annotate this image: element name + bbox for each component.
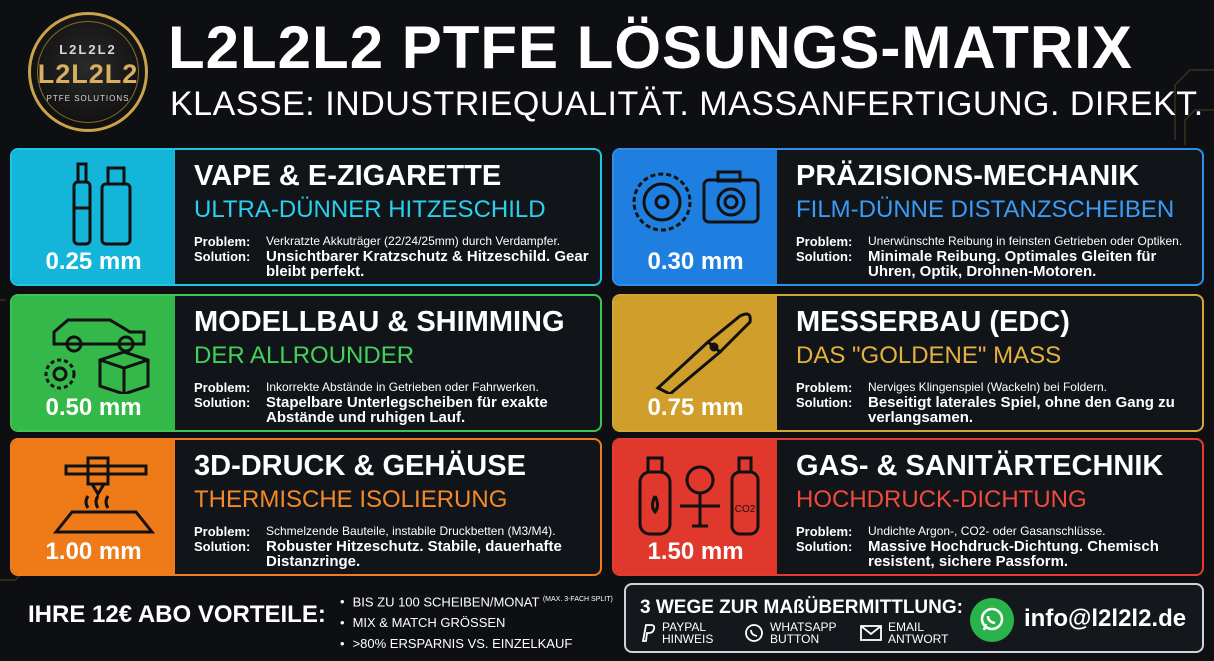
card-subtitle: DER ALLROUNDER bbox=[194, 342, 415, 369]
card-title: GAS- & SANITÄRTECHNIK bbox=[796, 450, 1164, 482]
contact-box bbox=[624, 583, 1204, 653]
page-subtitle: KLASSE: INDUSTRIEQUALITÄT. MASSANFERTIGUNG. DIREKT. bbox=[170, 85, 1204, 123]
solution-text: Massive Hochdruck-Dichtung. Chemisch resistent, sichere Passform. bbox=[868, 538, 1159, 570]
folding-knife-icon bbox=[628, 302, 763, 394]
problem-text: Unerwünschte Reibung in feinsten Getrieben oder Optiken. bbox=[868, 234, 1183, 248]
problem-text: Schmelzende Bauteile, instabile Druckbetten (M3/M4). bbox=[266, 524, 556, 538]
option-label: EMAIL bbox=[888, 620, 925, 634]
thickness-label: 0.30 mm bbox=[647, 248, 744, 275]
option-sublabel: BUTTON bbox=[770, 632, 820, 646]
contact-title: 3 WEGE ZUR MAßÜBERMITTLUNG: bbox=[640, 597, 963, 618]
benefit-text: MIX & MATCH GRÖSSEN bbox=[352, 615, 506, 631]
thickness-label: 1.00 mm bbox=[45, 538, 142, 565]
card-subtitle: HOCHDRUCK-DICHTUNG bbox=[796, 486, 1087, 513]
solution-text: Stapelbare Unterlegscheiben für exakte Abstände und ruhigen Lauf. bbox=[266, 394, 548, 426]
option-whatsapp[interactable] bbox=[744, 621, 836, 645]
card-color-tile bbox=[12, 150, 175, 284]
solution-text: Minimale Reibung. Optimales Gleiten für Uhren, Optik, Drohnen-Motoren. bbox=[868, 248, 1157, 280]
card-color-tile bbox=[614, 440, 777, 574]
option-sublabel: ANTWORT bbox=[888, 632, 949, 646]
logo-main-text: L2L2L2 bbox=[37, 58, 139, 89]
card-title: MESSERBAU (EDC) bbox=[796, 306, 1070, 338]
problem-label: Problem: bbox=[796, 380, 853, 395]
problem-text: Nerviges Klingenspiel (Wackeln) bei Foldern. bbox=[868, 380, 1107, 394]
solution-label: Solution: bbox=[194, 395, 251, 410]
card-model-building bbox=[10, 294, 602, 432]
whatsapp-icon bbox=[744, 623, 764, 643]
option-label: WHATSAPP bbox=[770, 620, 837, 634]
email-address[interactable]: info@l2l2l2.de bbox=[1024, 605, 1187, 632]
thickness-label: 0.25 mm bbox=[45, 248, 142, 275]
card-color-tile bbox=[614, 150, 777, 284]
whatsapp-logo-icon bbox=[978, 606, 1006, 634]
logo-top-text: L2L2L2 bbox=[59, 41, 117, 57]
list-item bbox=[340, 589, 613, 612]
problem-label: Problem: bbox=[796, 234, 853, 249]
card-subtitle: FILM-DÜNNE DISTANZSCHEIBEN bbox=[796, 196, 1175, 223]
solution-text: Unsichtbarer Kratzschutz & Hitzeschild. Gear bleibt perfekt. bbox=[266, 248, 589, 280]
card-title: PRÄZISIONS-MECHANIK bbox=[796, 160, 1140, 192]
card-vape bbox=[10, 148, 602, 286]
problem-label: Problem: bbox=[194, 234, 251, 249]
solution-label: Solution: bbox=[194, 249, 251, 264]
logo-bottom-text: PTFE SOLUTIONS bbox=[46, 93, 130, 103]
card-details bbox=[194, 524, 599, 569]
card-details bbox=[796, 234, 1201, 279]
card-title: 3D-DRUCK & GEHÄUSE bbox=[194, 450, 526, 482]
abo-title: IHRE 12€ ABO VORTEILE: bbox=[28, 601, 326, 628]
problem-text: Inkorrekte Abstände in Getrieben oder Fahrwerken. bbox=[266, 380, 539, 394]
benefit-text: >80% ERSPARNIS VS. EINZELKAUF bbox=[352, 636, 573, 652]
card-title: VAPE & E-ZIGARETTE bbox=[194, 160, 502, 192]
list-item bbox=[340, 612, 613, 633]
thickness-label: 0.75 mm bbox=[647, 394, 744, 421]
solution-label: Solution: bbox=[796, 539, 853, 554]
problem-text: Undichte Argon-, CO2- oder Gasanschlüsse. bbox=[868, 524, 1106, 538]
problem-label: Problem: bbox=[796, 524, 853, 539]
benefit-text: BIS ZU 100 SCHEIBEN/MONAT bbox=[352, 594, 540, 610]
card-color-tile bbox=[12, 296, 175, 430]
solution-text: Robuster Hitzeschutz. Stabile, dauerhafte Distanzringe. bbox=[266, 538, 562, 570]
card-details bbox=[194, 380, 599, 425]
car-gears-icon bbox=[26, 302, 161, 394]
gas-cylinder-icon bbox=[628, 446, 763, 538]
card-details bbox=[796, 524, 1201, 569]
co2-label: CO2 bbox=[734, 504, 756, 515]
problem-label: Problem: bbox=[194, 380, 251, 395]
camera-gear-icon bbox=[628, 156, 763, 248]
card-details bbox=[194, 234, 599, 279]
thickness-label: 0.50 mm bbox=[45, 394, 142, 421]
card-subtitle: DAS "GOLDENE" MASS bbox=[796, 342, 1062, 369]
card-color-tile bbox=[614, 296, 777, 430]
abo-benefits-list bbox=[340, 589, 613, 654]
logo-ring bbox=[37, 21, 139, 123]
list-item bbox=[340, 633, 613, 654]
solution-label: Solution: bbox=[796, 395, 853, 410]
option-email[interactable] bbox=[860, 621, 948, 645]
thickness-label: 1.50 mm bbox=[647, 538, 744, 565]
solution-label: Solution: bbox=[194, 539, 251, 554]
option-sublabel: HINWEIS bbox=[662, 632, 714, 646]
brand-logo bbox=[28, 12, 148, 132]
card-precision-mechanics bbox=[612, 148, 1204, 286]
page-title: L2L2L2 PTFE LÖSUNGS-MATRIX bbox=[168, 14, 1133, 81]
option-paypal[interactable] bbox=[640, 621, 713, 645]
card-color-tile bbox=[12, 440, 175, 574]
problem-text: Verkratzte Akkuträger (22/24/25mm) durch Verdampfer. bbox=[266, 234, 561, 248]
benefit-note: (MAX. 3-FACH SPLIT) bbox=[542, 596, 613, 603]
card-3d-printing bbox=[10, 438, 602, 576]
email-icon bbox=[860, 625, 882, 641]
problem-label: Problem: bbox=[194, 524, 251, 539]
whatsapp-button-icon[interactable] bbox=[970, 598, 1014, 642]
solution-label: Solution: bbox=[796, 249, 853, 264]
card-knife-making bbox=[612, 294, 1204, 432]
solution-text: Beseitigt laterales Spiel, ohne den Gang zu verlangsamen. bbox=[868, 394, 1175, 426]
3d-printer-icon bbox=[26, 446, 161, 538]
option-label: PAYPAL bbox=[662, 620, 707, 634]
card-title: MODELLBAU & SHIMMING bbox=[194, 306, 565, 338]
paypal-icon bbox=[640, 624, 656, 642]
card-subtitle: ULTRA-DÜNNER HITZESCHILD bbox=[194, 196, 546, 223]
card-subtitle: THERMISCHE ISOLIERUNG bbox=[194, 486, 508, 513]
card-gas-sanitary bbox=[612, 438, 1204, 576]
card-details bbox=[796, 380, 1201, 425]
vape-icon bbox=[26, 156, 161, 248]
